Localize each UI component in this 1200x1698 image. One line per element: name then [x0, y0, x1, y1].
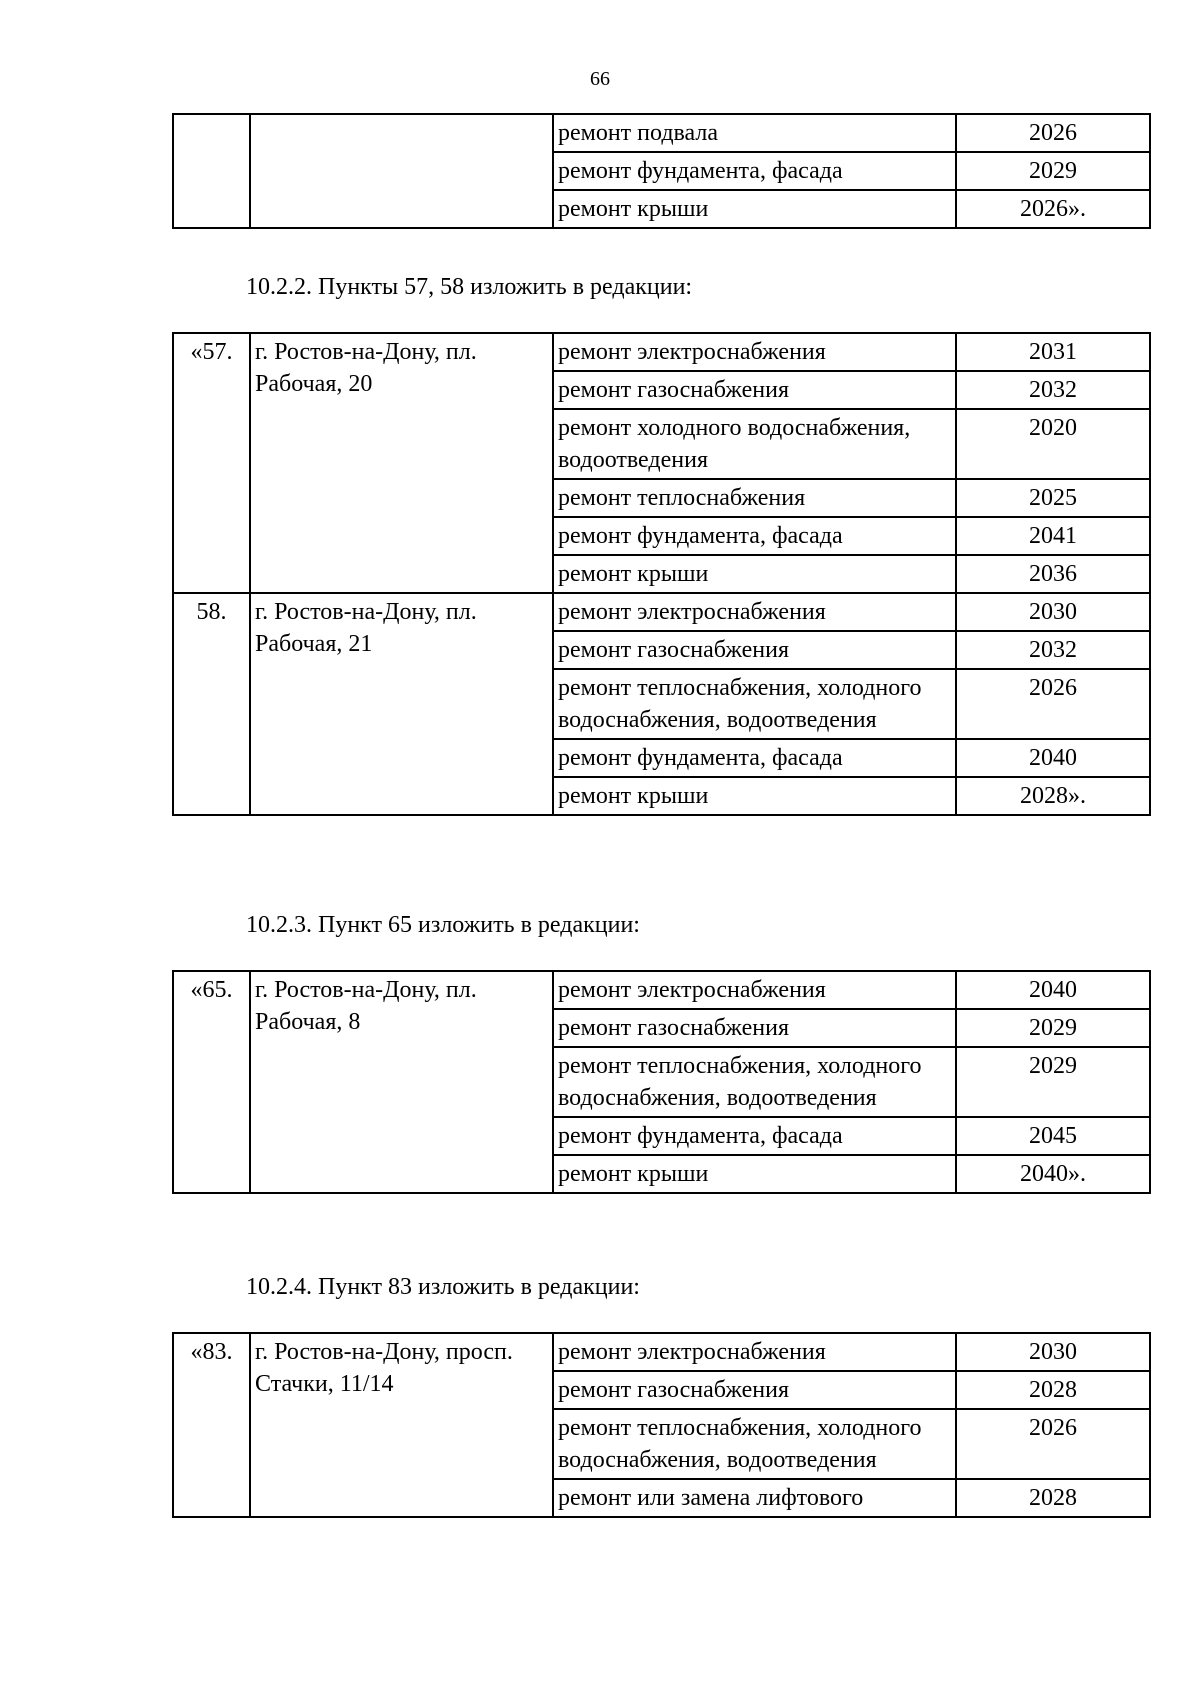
address-cell	[250, 114, 553, 228]
address-cell: г. Ростов-на-Дону, пл. Рабочая, 20	[250, 333, 553, 593]
work-type-cell: ремонт фундамента, фасада	[553, 152, 956, 190]
year-cell: 2040».	[956, 1155, 1150, 1193]
table-row	[173, 971, 1150, 1009]
year-cell: 2028	[956, 1371, 1150, 1409]
work-type-cell: ремонт газоснабжения	[553, 371, 956, 409]
address-cell: г. Ростов-на-Дону, просп. Стачки, 11/14	[250, 1333, 553, 1517]
paragraph-10-2-2: 10.2.2. Пункты 57, 58 изложить в редакции:	[246, 274, 693, 300]
work-type-cell: ремонт газоснабжения	[553, 1371, 956, 1409]
work-type-cell: ремонт фундамента, фасада	[553, 739, 956, 777]
page-number: 66	[590, 68, 610, 90]
year-cell: 2040	[956, 971, 1150, 1009]
year-cell: 2040	[956, 739, 1150, 777]
year-cell: 2025	[956, 479, 1150, 517]
year-cell: 2026».	[956, 190, 1150, 228]
schedule-table-items-57-58	[172, 332, 1151, 816]
schedule-table-item-65	[172, 970, 1151, 1194]
table-row	[173, 333, 1150, 371]
year-cell: 2028».	[956, 777, 1150, 815]
year-cell: 2026	[956, 1409, 1150, 1479]
year-cell: 2030	[956, 593, 1150, 631]
table-row	[173, 114, 1150, 152]
work-type-cell: ремонт теплоснабжения, холодного водоснабжения, водоотведения	[553, 1409, 956, 1479]
year-cell: 2029	[956, 152, 1150, 190]
year-cell: 2045	[956, 1117, 1150, 1155]
schedule-table-item-83	[172, 1332, 1151, 1518]
year-cell: 2028	[956, 1479, 1150, 1517]
year-cell: 2029	[956, 1047, 1150, 1117]
work-type-cell: ремонт крыши	[553, 1155, 956, 1193]
year-cell: 2026	[956, 669, 1150, 739]
year-cell: 2020	[956, 409, 1150, 479]
work-type-cell: ремонт фундамента, фасада	[553, 1117, 956, 1155]
work-type-cell: ремонт подвала	[553, 114, 956, 152]
year-cell: 2031	[956, 333, 1150, 371]
item-number	[173, 114, 250, 228]
item-number: «65.	[173, 971, 250, 1193]
address-cell: г. Ростов-на-Дону, пл. Рабочая, 8	[250, 971, 553, 1193]
paragraph-10-2-3: 10.2.3. Пункт 65 изложить в редакции:	[246, 912, 640, 938]
work-type-cell: ремонт электроснабжения	[553, 1333, 956, 1371]
item-number: «57.	[173, 333, 250, 593]
work-type-cell: ремонт электроснабжения	[553, 333, 956, 371]
work-type-cell: ремонт холодного водоснабжения, водоотведения	[553, 409, 956, 479]
year-cell: 2026	[956, 114, 1150, 152]
year-cell: 2032	[956, 371, 1150, 409]
work-type-cell: ремонт теплоснабжения	[553, 479, 956, 517]
work-type-cell: ремонт крыши	[553, 555, 956, 593]
work-type-cell: ремонт газоснабжения	[553, 1009, 956, 1047]
work-type-cell: ремонт крыши	[553, 777, 956, 815]
item-number: «83.	[173, 1333, 250, 1517]
work-type-cell: ремонт теплоснабжения, холодного водоснабжения, водоотведения	[553, 1047, 956, 1117]
work-type-cell: ремонт фундамента, фасада	[553, 517, 956, 555]
work-type-cell: ремонт крыши	[553, 190, 956, 228]
year-cell: 2041	[956, 517, 1150, 555]
year-cell: 2029	[956, 1009, 1150, 1047]
address-cell: г. Ростов-на-Дону, пл. Рабочая, 21	[250, 593, 553, 815]
work-type-cell: ремонт электроснабжения	[553, 971, 956, 1009]
year-cell: 2030	[956, 1333, 1150, 1371]
table-row	[173, 593, 1150, 631]
schedule-table-continued	[172, 113, 1151, 229]
item-number: 58.	[173, 593, 250, 815]
work-type-cell: ремонт электроснабжения	[553, 593, 956, 631]
paragraph-10-2-4: 10.2.4. Пункт 83 изложить в редакции:	[246, 1274, 640, 1300]
work-type-cell: ремонт теплоснабжения, холодного водоснабжения, водоотведения	[553, 669, 956, 739]
year-cell: 2036	[956, 555, 1150, 593]
work-type-cell: ремонт или замена лифтового	[553, 1479, 956, 1517]
year-cell: 2032	[956, 631, 1150, 669]
table-row	[173, 1333, 1150, 1371]
work-type-cell: ремонт газоснабжения	[553, 631, 956, 669]
